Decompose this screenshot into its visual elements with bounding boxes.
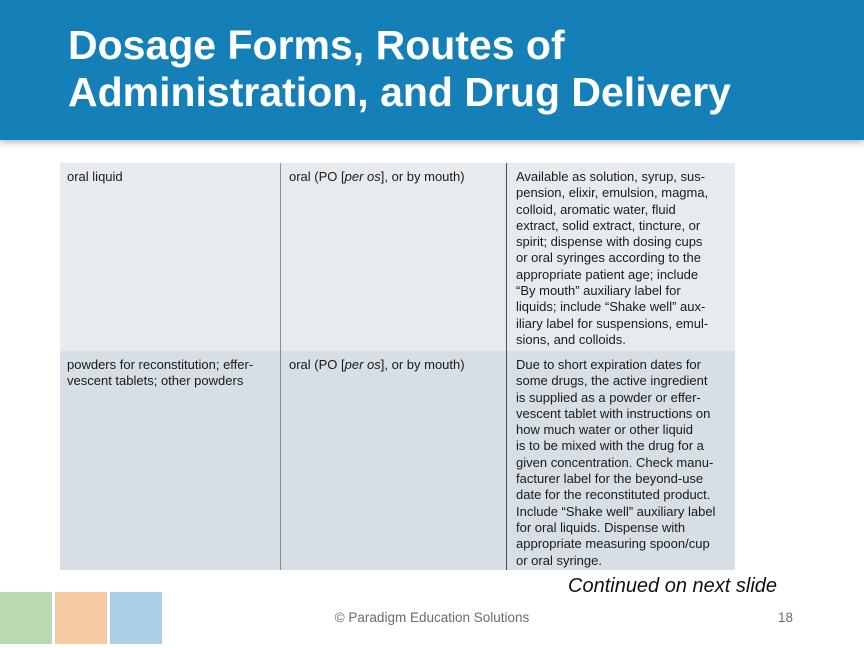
notes-line: date for the reconstituted product. xyxy=(516,487,711,503)
notes-line: appropriate measuring spoon/cup xyxy=(516,536,710,552)
route-cell xyxy=(280,351,506,570)
notes-cell xyxy=(506,163,735,351)
notes-line: Due to short expiration dates for xyxy=(516,357,701,372)
notes-line: is to be mixed with the drug for a xyxy=(516,438,704,454)
route-text: oral (PO [ xyxy=(289,357,345,372)
notes-line: spirit; dispense with dosing cups xyxy=(516,234,703,250)
notes-line: pension, elixir, emulsion, magma, xyxy=(516,185,709,201)
notes-line: sions, and colloids. xyxy=(516,331,626,347)
notes-line: extract, solid extract, tincture, or xyxy=(516,217,701,233)
notes-line: Available as solution, syrup, sus- xyxy=(516,169,706,184)
notes-line: facturer label for the beyond-use xyxy=(516,471,704,487)
title-banner xyxy=(0,0,864,140)
continued-note: Continued on next slide xyxy=(568,575,778,597)
notes-line: liquids; include “Shake well” aux- xyxy=(516,299,706,315)
notes-line: “By mouth” auxiliary label for xyxy=(516,283,681,299)
notes-line: iliary label for suspensions, emul- xyxy=(516,315,709,331)
notes-line: is supplied as a powder or effer- xyxy=(516,389,701,405)
slide-title: Dosage Forms, Routes of Administration, and Drug Delivery xyxy=(68,22,731,115)
notes-line: given concentration. Check manu- xyxy=(516,454,714,470)
page-number: 18 xyxy=(778,610,794,625)
notes-line: how much water or other liquid xyxy=(516,422,694,438)
notes-line: appropriate patient age; include xyxy=(516,266,699,282)
table-row xyxy=(60,351,735,570)
dosage-form-cell: oral liquid xyxy=(67,169,123,184)
route-latin-text: per os xyxy=(344,169,381,184)
notes-line: or oral syringe. xyxy=(516,552,602,568)
dosage-table xyxy=(60,163,735,570)
route-cell xyxy=(280,163,506,351)
table-row xyxy=(60,163,735,351)
route-text-end: ], or by mouth) xyxy=(380,169,465,184)
notes-line: or oral syringes according to the xyxy=(516,250,701,266)
notes-line: vescent tablet with instructions on xyxy=(516,405,711,421)
notes-line: for oral liquids. Dispense with xyxy=(516,519,686,535)
notes-line: colloid, aromatic water, fluid xyxy=(516,201,676,217)
notes-line: Include “Shake well” auxiliary label xyxy=(516,503,716,519)
dosage-form-cell: powders for reconstitution; effer- vescent tablets; other powders xyxy=(67,357,254,389)
copyright-footer: © Paradigm Education Solutions xyxy=(334,610,530,625)
route-text-end: ], or by mouth) xyxy=(380,357,465,372)
notes-cell xyxy=(506,351,735,570)
route-latin-text: per os xyxy=(344,357,381,372)
route-text: oral (PO [ xyxy=(289,169,345,184)
notes-line: some drugs, the active ingredient xyxy=(516,373,708,389)
